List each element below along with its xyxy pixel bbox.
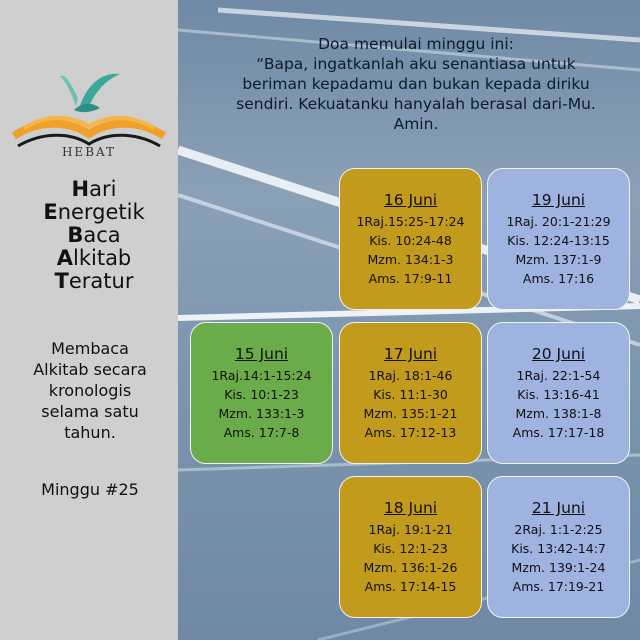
reading-ref: Kis. 10:1-23 <box>224 387 299 402</box>
day-card-19-juni <box>487 168 630 310</box>
reading-ref: Ams. 17:12-13 <box>364 425 457 440</box>
reading-ref: 1Raj. 20:1-21:29 <box>506 214 611 229</box>
acrostic-line: Baca <box>67 223 121 247</box>
day-card-20-juni <box>487 322 630 464</box>
day-card-15-juni <box>190 322 333 464</box>
reading-ref: Ams. 17:19-21 <box>512 579 605 594</box>
plan-description: Membaca Alkitab secara kronologis selama satu tahun. <box>33 339 147 442</box>
reading-ref: Kis. 11:1-30 <box>373 387 448 402</box>
logo-text: HEBAT <box>61 145 117 159</box>
reading-ref: Ams. 17:7-8 <box>223 425 300 440</box>
day-card-21-juni <box>487 476 630 618</box>
acrostic-line: Teratur <box>54 269 134 293</box>
reading-ref: Mzm. 139:1-24 <box>511 560 606 575</box>
reading-ref: 1Raj. 19:1-21 <box>368 522 453 537</box>
acrostic-title <box>14 178 174 293</box>
weekly-prayer: Doa memulai minggu ini: “Bapa, ingatkanlah aku senantiasa untuk beriman kepadamu dan bukan kepada diriku sendiri. Kekuatanku hanyalah berasal dari-Mu. Amin. <box>236 35 596 133</box>
acrostic-line: Energetik <box>43 200 145 224</box>
card-date: 16 Juni <box>383 191 438 209</box>
reading-ref: Ams. 17:9-11 <box>368 271 453 286</box>
reading-ref: Mzm. 136:1-26 <box>363 560 458 575</box>
card-date: 15 Juni <box>234 345 289 363</box>
reading-ref: Kis. 13:16-41 <box>517 387 600 402</box>
reading-ref: 1Raj.15:25-17:24 <box>356 214 465 229</box>
reading-ref: 1Raj. 18:1-46 <box>368 368 453 383</box>
reading-ref: Ams. 17:14-15 <box>364 579 457 594</box>
reading-ref: Kis. 12:24-13:15 <box>507 233 610 248</box>
day-card-18-juni <box>339 476 482 618</box>
reading-ref: Kis. 10:24-48 <box>369 233 452 248</box>
reading-ref: Mzm. 134:1-3 <box>367 252 454 267</box>
reading-ref: 1Raj. 22:1-54 <box>516 368 601 383</box>
day-card-16-juni <box>339 168 482 310</box>
reading-ref: Kis. 12:1-23 <box>373 541 448 556</box>
sidebar <box>0 0 178 640</box>
reading-ref: Kis. 13:42-14:7 <box>511 541 606 556</box>
reading-ref: 1Raj.14:1-15:24 <box>211 368 312 383</box>
reading-ref: 2Raj. 1:1-2:25 <box>514 522 603 537</box>
week-number: Minggu #25 <box>41 480 139 499</box>
reading-ref: Mzm. 138:1-8 <box>515 406 602 421</box>
card-date: 19 Juni <box>531 191 586 209</box>
reading-ref: Ams. 17:16 <box>522 271 595 286</box>
card-date: 20 Juni <box>531 345 586 363</box>
reading-ref: Ams. 17:17-18 <box>512 425 605 440</box>
acrostic-line: Hari <box>71 177 117 201</box>
day-card-17-juni <box>339 322 482 464</box>
card-date: 17 Juni <box>383 345 438 363</box>
reading-ref: Mzm. 137:1-9 <box>515 252 602 267</box>
reading-ref: Mzm. 135:1-21 <box>363 406 458 421</box>
card-date: 21 Juni <box>531 499 586 517</box>
card-date: 18 Juni <box>383 499 438 517</box>
acrostic-line: Alkitab <box>56 246 132 270</box>
reading-ref: Mzm. 133:1-3 <box>218 406 305 421</box>
